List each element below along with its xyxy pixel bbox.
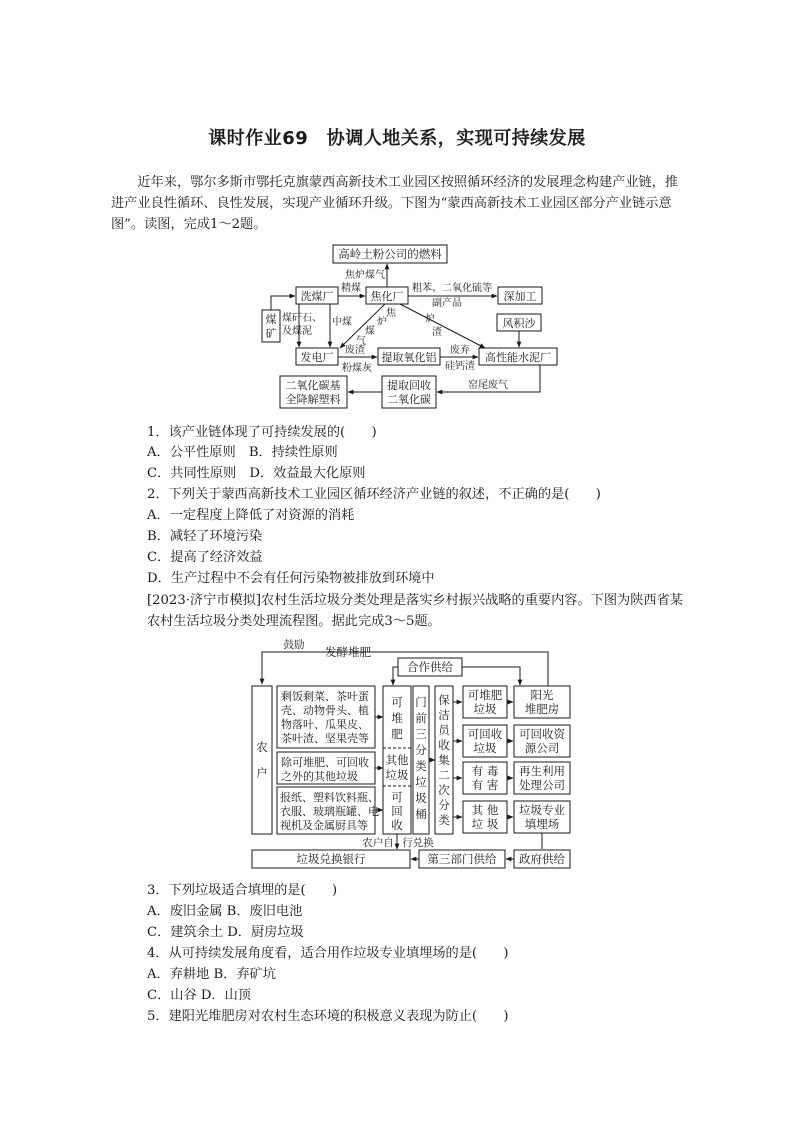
q2-stem: 2．下列关于蒙西高新技术工业园区循环经济产业链的叙述，不正确的是( ) [147,487,601,502]
fuel-box-label: 高岭土粉公司的燃料 [338,247,442,261]
dest4-2: 填埋场 [524,817,560,831]
q3-stem: 3．下列垃圾适合填埋的是( ) [147,883,338,898]
bin3-2: 回 [391,804,403,818]
ss-4: 收 [438,738,450,752]
bank-label: 垃圾兑换银行 [296,852,366,866]
vertical-gas-3: 煤 [365,326,375,337]
compost-text: 发酵堆肥 [325,645,371,659]
tb-8: 桶 [415,807,427,821]
type2-2: 垃圾 [473,741,497,755]
cat1-line-4: 茶叶渣、坚果壳等 [281,732,369,745]
coop-to-compost-arrow [462,667,520,685]
third-party-label: 第三部门供给 [427,852,497,866]
vertical-gas-4: 气 [356,336,366,347]
cat3-line-3: 视机及金属厨具等 [280,819,368,832]
co2-label-1: 提取回收 [387,379,431,392]
q5-stem: 5．建阳光堆肥房对农村生态环境的积极意义表现为防止( ) [147,1009,509,1024]
tb-3: 三 [415,727,427,741]
type3-1: 有 毒 [471,764,499,778]
ss-1: 保 [438,693,450,707]
page-title: 课时作业69 协调人地关系，实现可持续发展 [208,128,586,149]
power-plant-label: 发电厂 [300,351,334,364]
dest3-1: 再生利用 [519,764,565,778]
fly-ash-text: 粉煤灰 [342,363,372,374]
slag-arrow [400,304,485,348]
q2-option-c: C．提高了经济效益 [147,550,263,565]
wind-sand-label: 风积沙 [502,317,536,330]
middling-text: 中煤 [332,317,352,328]
co2-label-2: 二氧化碳 [387,393,431,406]
encourage-text: 鼓励 [283,639,305,651]
tb-6: 垃 [415,775,427,789]
cat1-line-3: 物落叶、瓜果皮、 [281,718,369,731]
type3-2: 有 害 [471,778,499,792]
bin2-1: 其他 [385,753,409,767]
ss-7: 次 [438,783,450,797]
ss-6: 二 [438,768,450,782]
dest4-1: 垃圾专业 [519,803,565,817]
cat2-line-1: 除可堆肥、可回收 [281,756,369,769]
silicon-text-2: 硅钙渣 [445,361,475,372]
q3-options-cd: C．建筑余土 D．厨房垃圾 [147,925,304,940]
q1-stem: 1．该产业链体现了可持续发展的( ) [147,425,377,440]
tb-1: 门 [415,695,427,709]
bin3-3: 收 [391,818,403,832]
q4-options-ab: A．弃耕地 B．弃矿坑 [147,967,276,982]
dest2-2: 源公司 [524,741,560,755]
q2-option-a: A．一定程度上降低了对资源的消耗 [147,508,355,523]
coop-to-bins-arrow [393,667,398,685]
ss-9: 类 [438,813,450,827]
byproducts-text-2: 副产品 [432,298,462,309]
farmer-label-1: 农 [256,740,268,754]
farmer-label-2: 户 [256,766,268,780]
ss-2: 洁 [438,708,450,722]
washery-label: 洗煤厂 [300,290,334,303]
coke-gas-text: 焦炉煤气 [345,270,385,281]
ss-8: 分 [438,798,450,812]
exchange-text-1: 农户自 [362,837,394,849]
waste-slag-text: 废渣 [345,345,365,356]
mine-to-washery-arrow [271,296,295,310]
dest1-1: 阳光 [530,688,554,702]
byproducts-text-1: 粗苯、二氧化硫等 [412,283,492,294]
alumina-label: 提取氧化铝 [381,351,437,364]
vertical-gas-1: 焦 [386,308,396,319]
plastic-label-1: 二氧化碳基 [285,379,341,392]
tb-2: 前 [415,711,427,725]
plastic-label-2: 全降解塑料 [285,393,341,406]
gangue-text-2: 及煤泥 [282,326,312,337]
tb-7: 圾 [415,791,427,805]
cat3-line-1: 报纸、塑料饮料瓶、 [280,791,379,804]
farmer-box [252,686,272,834]
tb-5: 类 [415,759,427,773]
q1-options-cd: C．共同性原则 D．效益最大化原则 [147,466,366,481]
intro-paragraph-2: [2023·济宁市模拟]农村生活垃圾分类处理是落实乡村振兴战略的重要内容。下图为陕西省某农村生活垃圾分类处理流程图。据此完成3～5题。 [147,593,683,629]
type4-1: 其 他 [471,803,499,817]
bin1-3: 肥 [391,727,403,741]
coking-label: 焦化厂 [370,290,404,303]
kiln-gas-text: 窑尾废气 [468,380,508,391]
q4-options-cd: C．山谷 D．山顶 [147,988,251,1003]
cat3-line-2: 衣服、玻璃瓶罐、电 [280,805,379,818]
exchange-text-2: 行兑换 [402,837,434,849]
industry-chain-diagram [262,245,557,408]
cement-label: 高性能水泥厂 [485,351,551,364]
dest3-2: 处理公司 [519,778,565,792]
silicon-text-1: 废弃 [450,345,470,356]
dest1-2: 堆肥房 [524,702,560,716]
fine-coal-text: 精煤 [341,283,361,294]
coal-mine-label-2: 矿 [265,327,277,340]
q2-option-b: B．减轻了环境污染 [147,529,263,544]
coal-mine-label-1: 煤 [265,313,277,326]
q2-option-d: D．生产过程中不会有任何污染物被排放到环境中 [147,571,435,586]
bin2-2: 垃圾 [385,768,409,782]
type4-2: 垃 圾 [471,817,499,831]
vertical-gas-2: 炉 [377,317,387,328]
ss-3: 员 [438,723,450,737]
q3-options-ab: A．废旧金属 B．废旧电池 [147,904,303,919]
ss-5: 集 [438,753,450,767]
intro-paragraph-1: 近年来，鄂尔多斯市鄂托克旗蒙西高新技术工业园区按照循环经济的发展理念构建产业链，推进产业良性循环、良性发展，实现产业循环升级。下图为“蒙西高新技术工业园区部分产业链示意图”。读图，完成1～2题。 [111,175,679,232]
gangue-text-1: 煤矸石、 [282,313,322,324]
dest2-1: 可回收资 [519,727,565,741]
bin1-2: 堆 [391,711,403,725]
gov-label: 政府供给 [519,852,565,866]
cat2-line-2: 之外的其他垃圾 [281,770,358,783]
cat1-line-2: 壳、动物骨头、植 [281,704,369,717]
deep-processing-label: 深加工 [503,290,537,303]
type1-1: 可堆肥 [467,688,503,702]
q4-stem: 4．从可持续发展角度看，适合用作垃圾专业填埋场的是( ) [147,946,509,961]
bin1-1: 可 [391,695,403,709]
slag-text-2: 渣 [432,327,442,338]
slag-text-1: 炉 [425,314,435,325]
q1-options-ab: A．公平性原则 B．持续性原则 [147,445,338,460]
cat1-line-1: 剩饭剩菜、茶叶蛋 [281,690,369,703]
type1-2: 垃圾 [473,702,497,716]
coop-label: 合作供给 [407,660,453,674]
bin3-1: 可 [391,790,403,804]
waste-sorting-diagram [252,638,570,868]
type2-1: 可回收 [467,727,503,741]
tb-4: 分 [415,743,427,757]
